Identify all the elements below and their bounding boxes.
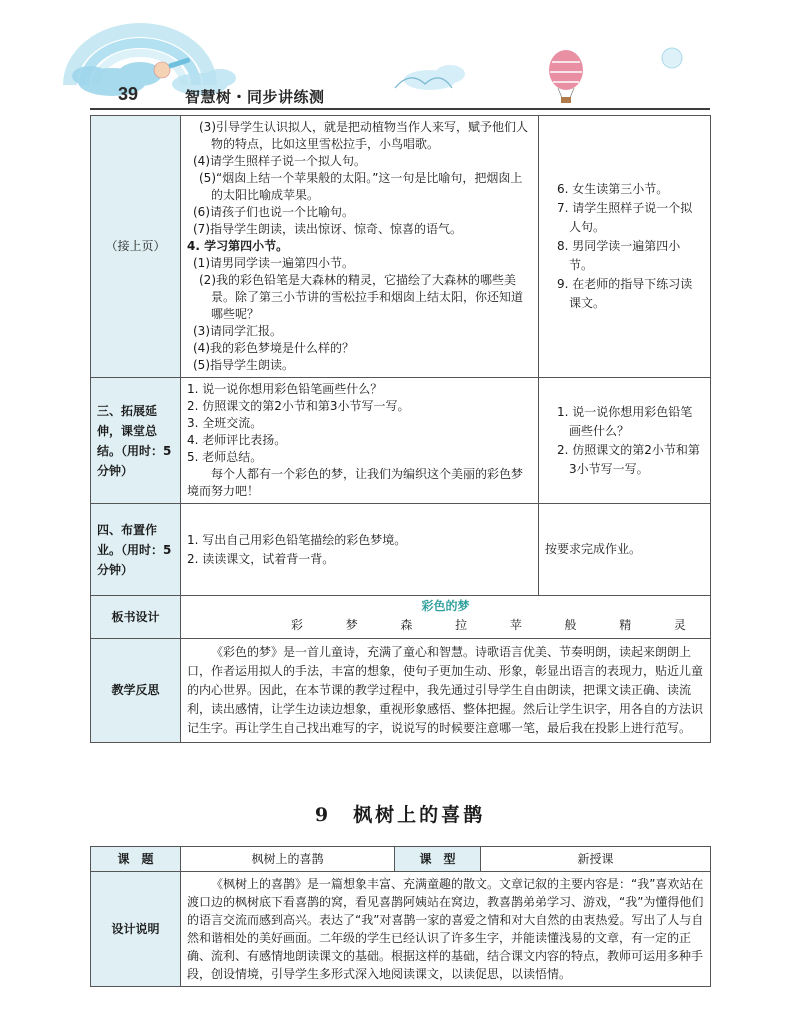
student-activities-extension [539, 378, 711, 504]
row-label-homework: 四、布置作业。（用时：5分钟） [91, 504, 181, 596]
list-item: 1. 写出自己用彩色铅笔描绘的彩色梦境。 [187, 532, 407, 547]
series-title: 智慧树・同步讲练测 [185, 88, 325, 106]
list-item: 1. 说一说你想用彩色铅笔画些什么？ [557, 404, 693, 438]
board-char: 梦 [345, 618, 358, 632]
board-char: 拉 [455, 618, 468, 632]
row-label-board: 板书设计 [91, 596, 181, 639]
board-title: 彩色的梦 [421, 599, 470, 613]
board-char: 苹 [509, 618, 522, 632]
board-design [181, 596, 711, 639]
list-item: 6. 女生读第三小节。 [557, 182, 669, 196]
teacher-activities-extension [181, 378, 539, 504]
sun-icon [662, 48, 682, 68]
row-label-extension: 三、拓展延伸，课堂总结。（用时：5分钟） [91, 378, 181, 504]
list-item: 4. 学习第四小节。 [187, 239, 289, 253]
list-item: 5. 老师总结。 [187, 450, 263, 464]
design-paragraph: 《枫树上的喜鹊》是一篇想象丰富、充满童趣的散文。文章记叙的主要内容是：“我”喜欢站在渡口边的枫树底下看喜鹊的窝，看见喜鹊阿姨站在窝边，教喜鹊弟弟学习、游戏，“我”为懂得他们的语言交流而感到高兴。表达了“我”对喜鹊一家的喜爱之情和对大自然的由衷热爱。写出了人与自然和谐相处的美好画面。二年级的学生已经认识了许多生字，并能读懂浅易的文章，有一定的正确、流利、有感情地朗读课文的基础。根据这样的基础，结合课文内容的特点，教师可运用多种手段，创设情境，引导学生多形式深入地阅读课文，以读促思，以读悟情。 [187, 877, 704, 981]
lesson-section-title: 9 枫树上的喜鹊 [314, 804, 486, 826]
list-item: (5)指导学生朗读。 [193, 358, 294, 372]
summary-paragraph: 每个人都有一个彩色的梦，让我们为编织这个美丽的彩色梦境而努力吧！ [187, 467, 524, 498]
table-row-continued [91, 116, 711, 378]
reflection-text [181, 639, 711, 743]
list-item: (1)请男同学读一遍第四小节。 [193, 256, 354, 270]
list-item: (6)请孩子们也说一个比喻句。 [193, 205, 354, 219]
list-item: 1. 说一说你想用彩色铅笔画些什么？ [187, 382, 383, 396]
type-label: 课 型 [395, 847, 481, 872]
student-activities-homework: 按要求完成作业。 [539, 504, 711, 596]
board-char: 森 [400, 618, 413, 632]
topic-label: 课 题 [91, 847, 181, 872]
list-item: 8. 男同学读一遍第四小节。 [557, 239, 681, 272]
board-char: 般 [564, 618, 577, 632]
reflection-paragraph: 《彩色的梦》是一首儿童诗，充满了童心和智慧。诗歌语言优美、节奏明朗，读起来朗朗上口，作者运用拟人的手法，丰富的想象，使句子更加生动、形象，彰显出语言的表现力，贴近儿童的内心世界。因此，在本节课的教学过程中，我先通过引导学生自由朗读，把课文读正确、读流利，读出感情，让学生边读边想象，重视形象感悟、整体把握。然后让学生识字，用各自的方法识记生字。再让学生自己找出难写的字，说说写的时候要注意哪一笔，最后我在投影上进行范写。 [187, 645, 704, 735]
board-characters [181, 615, 710, 638]
header-divider [90, 108, 710, 110]
lesson-table [90, 115, 711, 743]
row-label-reflection: 教学反思 [91, 639, 181, 743]
list-item: 9. 在老师的指导下练习读课文。 [557, 277, 693, 310]
lesson-info-table [90, 846, 711, 987]
design-text [181, 872, 711, 987]
board-char: 精 [619, 618, 632, 632]
list-item: 2. 仿照课文的第2小节和第3小节写一写。 [557, 442, 700, 476]
list-item: 7. 请学生照样子说一个拟人句。 [557, 201, 693, 234]
page-header [0, 0, 800, 115]
table-row-design [91, 872, 711, 987]
page-number: 39 [118, 84, 139, 104]
table-row-topic [91, 847, 711, 872]
table-row-reflection [91, 639, 711, 743]
list-item: (4)请学生照样子说一个拟人句。 [193, 154, 366, 168]
list-item: (3)请同学汇报。 [193, 324, 282, 338]
list-item: (4)我的彩色梦境是什么样的？ [193, 341, 354, 355]
row-label-continued: （接上页） [91, 116, 181, 378]
student-activities-continued [539, 116, 711, 378]
teacher-activities-continued [181, 116, 539, 378]
topic-value: 枫树上的喜鹊 [181, 847, 395, 872]
cloud-icon [72, 62, 162, 96]
table-row-board [91, 596, 711, 639]
list-item: (2)我的彩色铅笔是大森林的精灵，它描绘了大森林的哪些美景。除了第三小节讲的雪松拉手和烟囱上结太阳，你还知道哪些呢？ [199, 273, 524, 321]
list-item: (5)“烟囱上结一个苹果般的太阳。”这一句是比喻句，把烟囱上的太阳比喻成苹果。 [199, 171, 523, 202]
board-char: 灵 [673, 618, 686, 632]
hot-air-balloon-icon [549, 50, 583, 103]
type-value: 新授课 [481, 847, 711, 872]
list-item: 2. 读读课文，试着背一背。 [187, 551, 335, 566]
table-row-homework [91, 504, 711, 596]
teacher-activities-homework [181, 504, 539, 596]
list-item: (3)引导学生认识拟人，就是把动植物当作人来写，赋予他们人物的特点，比如这里雪松拉手，小鸟唱歌。 [199, 120, 529, 151]
table-row-extension [91, 378, 711, 504]
list-item: 3. 全班交流。 [187, 416, 263, 430]
list-item: 2. 仿照课文的第2小节和第3小节写一写。 [187, 399, 410, 413]
board-char: 彩 [291, 618, 304, 632]
design-label: 设计说明 [91, 872, 181, 987]
list-item: (7)指导学生朗读，读出惊讶、惊奇、惊喜的语气。 [193, 222, 462, 236]
list-item: 4. 老师评比表扬。 [187, 433, 287, 447]
